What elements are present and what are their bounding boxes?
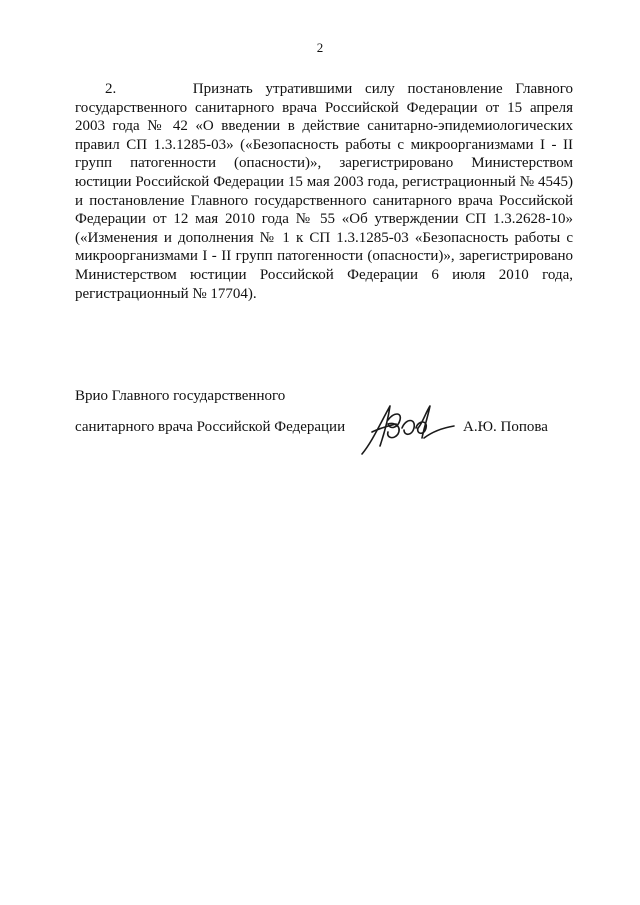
page-number: 2 [316, 40, 324, 55]
paragraph-line: 2003 года № 42 «О введении в действие санитарно-эпидемиологических [75, 118, 573, 135]
paragraph-line: и постановление Главного государственного санитарного врача Российской [75, 192, 573, 209]
paragraph-line: юстиции Российской Федерации 15 мая 2003 года, регистрационный № 4545) [75, 173, 573, 190]
signer-name: А.Ю. Попова [463, 419, 548, 435]
signatory-title-line-1: Врио Главного государственного [75, 388, 286, 404]
paragraph-line: («Изменения и дополнения № 1 к СП 1.3.1285-03 «Безопасность работы с [75, 229, 573, 246]
paragraph-line: микроорганизмами I - II групп патогенности (опасности)», зарегистрировано [75, 248, 573, 265]
item-number: 2. [105, 81, 117, 97]
paragraph-line: групп патогенности (опасности)», зарегистрировано Министерством [75, 155, 573, 172]
paragraph-line: правил СП 1.3.1285-03» («Безопасность работы с микроорганизмами I - II [75, 136, 573, 153]
paragraph-line: Федерации от 12 мая 2010 года № 55 «Об утверждении СП 1.3.2628-10» [75, 211, 573, 228]
signatory-title-line-2: санитарного врача Российской Федерации [75, 419, 346, 435]
paragraph-line: 2. Признать утратившими силу постановление Главного [105, 81, 574, 97]
paragraph-item-2 [75, 80, 573, 303]
paragraph-line: государственного санитарного врача Российской Федерации от 15 апреля [75, 99, 573, 116]
paragraph-line: регистрационный № 17704). [75, 285, 257, 302]
handwritten-signature [358, 398, 458, 460]
paragraph-line: Министерством юстиции Российской Федерации 6 июля 2010 года, [75, 266, 573, 283]
